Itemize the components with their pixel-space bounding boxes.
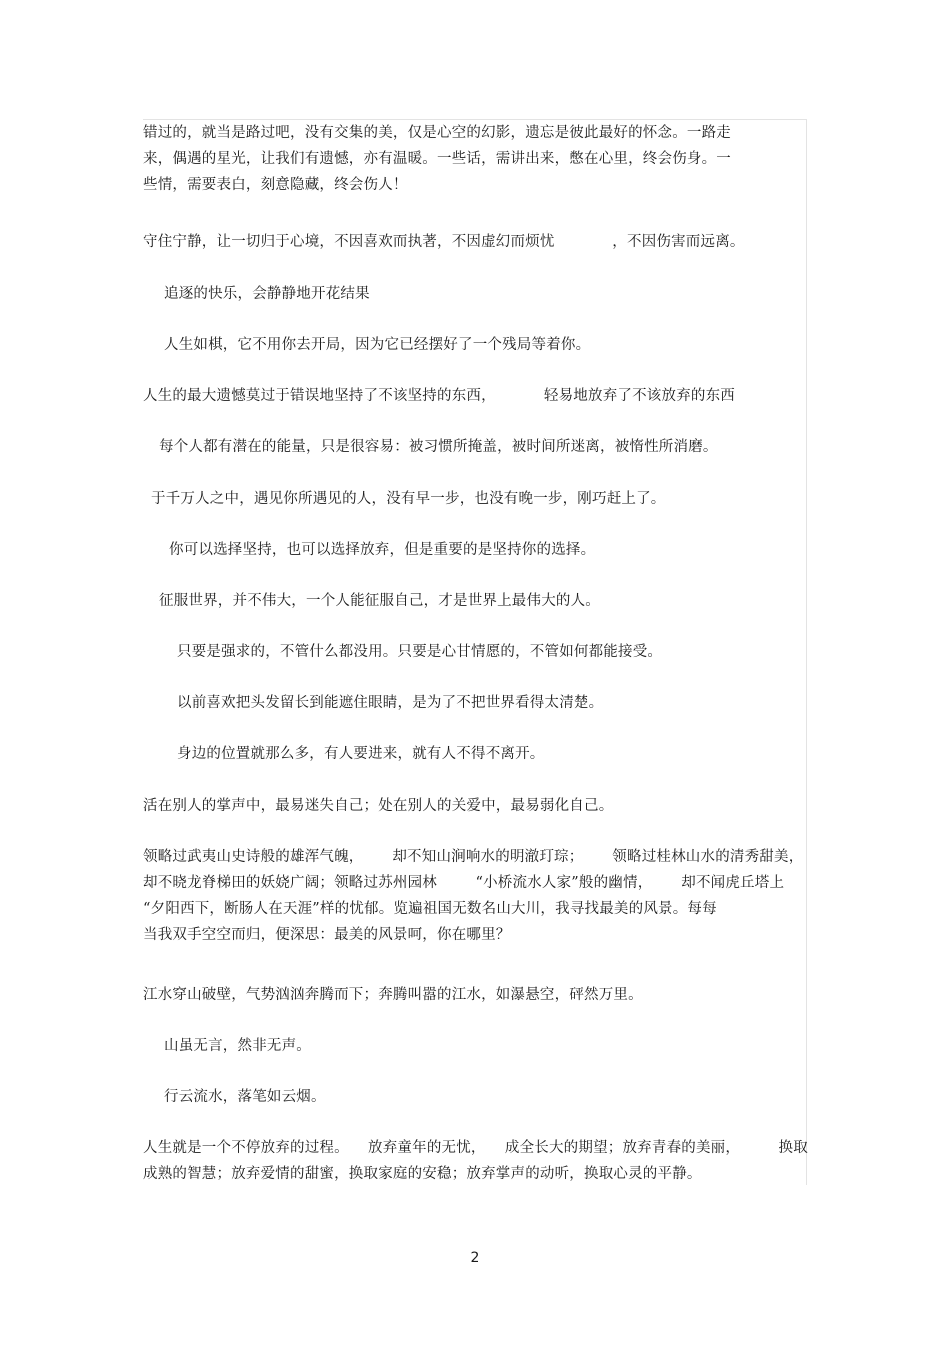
paragraph	[177, 690, 603, 716]
paragraph	[159, 434, 718, 460]
text-line: 些情，需要表白，刻意隐藏，终会伤人！	[143, 177, 408, 193]
text-line: 守住宁静，让一切归于心境，不因喜欢而执著，不因虚幻而烦忧 ，不因伤害而远离。	[143, 234, 745, 250]
text-line: 人生如棋，它不用你去开局，因为它已经摆好了一个残局等着你。	[164, 337, 591, 353]
paragraph	[143, 383, 735, 409]
text-line: 于千万人之中，遇见你所遇见的人，没有早一步，也没有晚一步，刚巧赶上了。	[151, 491, 666, 507]
paragraph	[143, 793, 613, 819]
text-line: 活在别人的掌声中，最易迷失自己；处在别人的关爱中，最易弱化自己。	[143, 798, 614, 814]
text-line: 成熟的智慧；放弃爱情的甜蜜，换取家庭的安稳；放弃掌声的动听，换取心灵的平静。	[143, 1166, 702, 1182]
text-line: 错过的，就当是路过吧，没有交集的美，仅是心空的幻影，遗忘是彼此最好的怀念。一路走	[143, 125, 731, 141]
text-line: 人生就是一个不停放弃的过程。 放弃童年的无忧， 成全长大的期望；放弃青春的美丽， 换取	[143, 1140, 808, 1156]
text-line: 山虽无言，然非无声。	[164, 1038, 311, 1054]
text-line: 却不晓龙脊梯田的妖娆广阔；领略过苏州园林 “小桥流水人家”般的幽情， 却不闻虎丘塔上	[143, 875, 785, 891]
paragraph	[164, 1033, 311, 1059]
text-line: 身边的位置就那么多，有人要进来，就有人不得不离开。	[177, 746, 545, 762]
text-line: 只要是强求的，不管什么都没用。只要是心甘情愿的，不管如何都能接受。	[177, 644, 663, 660]
paragraph	[151, 486, 666, 512]
text-line: 追逐的快乐，会静静地开花结果	[164, 286, 370, 302]
text-line: 征服世界，并不伟大，一个人能征服自己，才是世界上最伟大的人。	[159, 593, 600, 609]
paragraph	[177, 741, 545, 767]
paragraph	[143, 120, 731, 198]
page-number: 2	[470, 1250, 480, 1266]
text-line: 江水穿山破壁，气势汹汹奔腾而下；奔腾叫嚣的江水，如瀑悬空，砰然万里。	[143, 987, 643, 1003]
paragraph	[164, 1084, 326, 1110]
paragraph	[143, 844, 803, 948]
paragraph	[143, 982, 643, 1008]
text-line: 领略过武夷山史诗般的雄浑气魄， 却不知山涧响水的明澈玎琮； 领略过桂林山水的清秀甜美，	[143, 849, 804, 865]
paragraph	[164, 281, 370, 307]
frame-border-right	[806, 119, 807, 1185]
paragraph	[169, 537, 595, 563]
paragraph	[143, 229, 745, 255]
text-line: 人生的最大遗憾莫过于错误地坚持了不该坚持的东西， 轻易地放弃了不该放弃的东西	[143, 388, 735, 404]
paragraph	[177, 639, 662, 665]
text-line: 当我双手空空而归，便深思：最美的风景呵，你在哪里？	[143, 927, 511, 943]
text-line: 以前喜欢把头发留长到能遮住眼睛，是为了不把世界看得太清楚。	[177, 695, 604, 711]
paragraph	[159, 588, 600, 614]
paragraph	[164, 332, 590, 358]
text-line: 每个人都有潜在的能量，只是很容易：被习惯所掩盖，被时间所迷离，被惰性所消磨。	[159, 439, 718, 455]
text-line: 行云流水，落笔如云烟。	[164, 1089, 326, 1105]
text-line: “夕阳西下，断肠人在天涯”样的忧郁。览遍祖国无数名山大川，我寻找最美的风景。每每	[143, 901, 717, 917]
paragraph	[143, 1135, 808, 1187]
text-line: 来，偶遇的星光，让我们有遗憾，亦有温暖。一些话，需讲出来，憋在心里，终会伤身。一	[143, 151, 731, 167]
text-line: 你可以选择坚持，也可以选择放弃，但是重要的是坚持你的选择。	[169, 542, 596, 558]
